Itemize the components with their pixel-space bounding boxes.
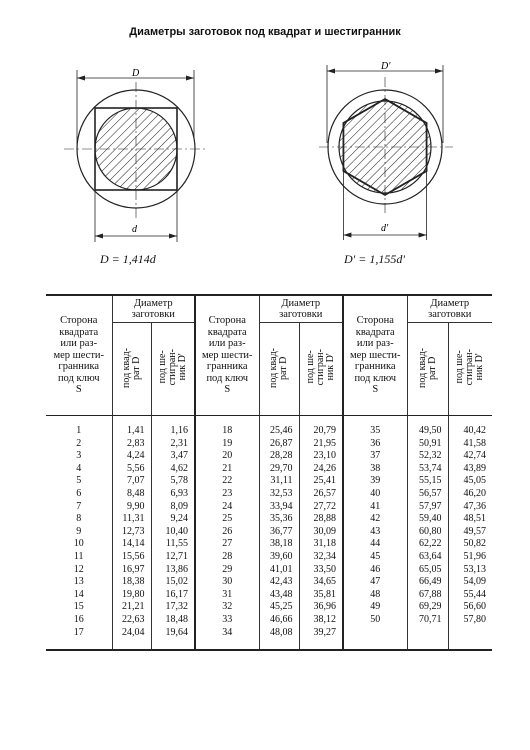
table-cell: 12 bbox=[73, 563, 84, 575]
column-s-3 bbox=[343, 416, 407, 651]
table-cell: 57,80 bbox=[463, 613, 486, 625]
table-cell: 19,80 bbox=[122, 588, 145, 600]
table-cell: 56,60 bbox=[463, 601, 486, 613]
table-cell: 31,18 bbox=[313, 538, 336, 550]
table-cell: 40,42 bbox=[463, 425, 486, 436]
table-cell: 35,81 bbox=[313, 588, 336, 600]
table-cell: 43,89 bbox=[463, 462, 486, 474]
table-cell: 13,86 bbox=[165, 563, 188, 575]
table-cell: 26,57 bbox=[313, 487, 336, 499]
table-cell: 5 bbox=[76, 475, 82, 487]
table-cell: 29 bbox=[222, 563, 233, 575]
table-cell: 1,16 bbox=[170, 425, 188, 436]
table-cell: 49 bbox=[370, 601, 381, 613]
table-cell: 27 bbox=[222, 538, 233, 550]
table-cell: 30,09 bbox=[313, 525, 336, 537]
table-cell: 15,02 bbox=[165, 576, 188, 588]
table-cell: 46,20 bbox=[463, 487, 486, 499]
table-cell: 28 bbox=[222, 550, 233, 562]
table-cell: 9,90 bbox=[127, 500, 145, 512]
table-cell: 29,70 bbox=[270, 462, 293, 474]
table-cell: 8,48 bbox=[127, 487, 145, 499]
column-s-1 bbox=[46, 416, 112, 651]
table-cell: 46,66 bbox=[270, 613, 293, 625]
table-cell: 50,82 bbox=[463, 538, 486, 550]
table-cell: 7 bbox=[76, 500, 82, 512]
table-cell: 1 bbox=[76, 425, 82, 436]
table-cell: 11,31 bbox=[122, 513, 145, 525]
table-cell: 60,80 bbox=[419, 525, 442, 537]
table-cell: 38 bbox=[370, 462, 381, 474]
column-square-3 bbox=[407, 416, 448, 651]
table-cell: 3 bbox=[76, 450, 82, 462]
table-cell: 35,36 bbox=[270, 513, 293, 525]
table-cell: 44 bbox=[370, 538, 381, 550]
table-cell: 4,24 bbox=[127, 450, 145, 462]
table-cell: 6,93 bbox=[170, 487, 188, 499]
table-cell: 27,72 bbox=[313, 500, 336, 512]
square-formula: D = 1,414d bbox=[100, 252, 156, 266]
table-cell: 25,46 bbox=[270, 425, 293, 436]
table-cell: 8,09 bbox=[170, 500, 188, 512]
table-cell: 38,12 bbox=[313, 613, 336, 625]
table-cell: 7,07 bbox=[127, 475, 145, 487]
table-cell: 32 bbox=[222, 601, 233, 613]
table-cell: 50 bbox=[370, 613, 381, 625]
square-bottom-label: d bbox=[132, 224, 137, 235]
table-cell: 56,57 bbox=[419, 487, 442, 499]
table-cell: 5,56 bbox=[127, 462, 145, 474]
table-cell: 13 bbox=[73, 576, 84, 588]
table-cell: 45,25 bbox=[270, 601, 293, 613]
table-cell: 43,48 bbox=[270, 588, 293, 600]
table-cell: 52,32 bbox=[419, 450, 442, 462]
table-cell: 12,73 bbox=[122, 525, 145, 537]
table-cell: 57,97 bbox=[419, 500, 442, 512]
table-cell: 69,29 bbox=[419, 601, 442, 613]
table-cell: 39,27 bbox=[313, 626, 336, 638]
table-cell: 17 bbox=[73, 626, 84, 638]
table-cell: 32,34 bbox=[313, 550, 336, 562]
table-cell: 12,71 bbox=[165, 550, 188, 562]
table-cell: 62,22 bbox=[419, 538, 442, 550]
table-cell: 36,77 bbox=[270, 525, 293, 537]
diameter-header-2: Диаметр заготовки bbox=[259, 295, 343, 323]
table-cell: 67,88 bbox=[419, 588, 442, 600]
table-cell: 33 bbox=[222, 613, 233, 625]
table-cell: 48,51 bbox=[463, 513, 486, 525]
hex-top-label: D' bbox=[381, 61, 391, 72]
table-cell: 37 bbox=[370, 450, 381, 462]
table-cell: 39 bbox=[370, 475, 381, 487]
table-cell: 10 bbox=[73, 538, 84, 550]
table-cell: 53,74 bbox=[419, 462, 442, 474]
table-cell: 47 bbox=[370, 576, 381, 588]
diameter-header-1: Диаметр заготовки bbox=[112, 295, 195, 323]
table-cell: 16 bbox=[73, 613, 84, 625]
table-cell: 31 bbox=[222, 588, 233, 600]
table-cell: 4 bbox=[76, 462, 82, 474]
table-cell: 59,40 bbox=[419, 513, 442, 525]
table-cell: 46 bbox=[370, 563, 381, 575]
table-cell: 26,87 bbox=[270, 437, 293, 449]
table-cell: 14,14 bbox=[122, 538, 145, 550]
table-cell: 15,56 bbox=[122, 550, 145, 562]
table-cell: 49,50 bbox=[419, 425, 442, 436]
table-cell: 2,83 bbox=[127, 437, 145, 449]
table-cell: 20 bbox=[222, 450, 233, 462]
column-hex-1 bbox=[151, 416, 195, 651]
table-cell: 5,78 bbox=[170, 475, 188, 487]
table-cell: 24,26 bbox=[313, 462, 336, 474]
table-cell: 28,88 bbox=[313, 513, 336, 525]
table-cell: 16,97 bbox=[122, 563, 145, 575]
square-blank-diagram bbox=[60, 60, 220, 250]
table-cell: 42,43 bbox=[270, 576, 293, 588]
table-cell: 36 bbox=[370, 437, 381, 449]
table-cell: 42 bbox=[370, 513, 381, 525]
table-cell: 39,60 bbox=[270, 550, 293, 562]
side-header-2: Сторона квадрата или раз- мер шести- гранника под ключ S bbox=[195, 295, 259, 416]
table-cell: 2 bbox=[76, 437, 82, 449]
sub-header-square-3: под квад- рат D bbox=[407, 323, 448, 416]
sub-header-square-1: под квад- рат D bbox=[112, 323, 151, 416]
table-cell: 21 bbox=[222, 462, 233, 474]
table-cell: 41,01 bbox=[270, 563, 293, 575]
table-cell: 50,91 bbox=[419, 437, 442, 449]
table-cell: 48 bbox=[370, 588, 381, 600]
table-cell: 63,64 bbox=[419, 550, 442, 562]
table-cell: 51,96 bbox=[463, 550, 486, 562]
table-cell: 17,32 bbox=[165, 601, 188, 613]
table-cell: 11 bbox=[73, 550, 84, 562]
table-cell: 33,50 bbox=[313, 563, 336, 575]
sub-header-hex-1: под ше- стигран- ник D' bbox=[151, 323, 195, 416]
table-cell: 4,62 bbox=[170, 462, 188, 474]
table-cell: 26 bbox=[222, 525, 233, 537]
square-top-label: D bbox=[132, 68, 140, 79]
table-cell: 23 bbox=[222, 487, 233, 499]
column-square-1 bbox=[112, 416, 151, 651]
table-cell: 55,15 bbox=[419, 475, 442, 487]
table-cell: 34,65 bbox=[313, 576, 336, 588]
table-cell: 35 bbox=[370, 425, 381, 436]
table-cell: 48,08 bbox=[270, 626, 293, 638]
table-cell: 10,40 bbox=[165, 525, 188, 537]
table-cell: 53,13 bbox=[463, 563, 486, 575]
hex-bottom-label: d' bbox=[381, 223, 389, 234]
table-cell: 8 bbox=[76, 513, 82, 525]
table-cell: 40 bbox=[370, 487, 381, 499]
hexagon-formula: D' = 1,155d' bbox=[344, 252, 405, 266]
table-cell: 43 bbox=[370, 525, 381, 537]
table-cell: 45,05 bbox=[463, 475, 486, 487]
table-cell: 25,41 bbox=[313, 475, 336, 487]
table-cell: 55,44 bbox=[463, 588, 486, 600]
table-cell: 28,28 bbox=[270, 450, 293, 462]
table-cell: 24 bbox=[222, 500, 233, 512]
column-hex-2 bbox=[299, 416, 343, 651]
table-cell: 42,74 bbox=[463, 450, 486, 462]
table-cell: 6 bbox=[76, 487, 82, 499]
side-header-1: Сторона квадрата или раз- мер шести- гранника под ключ S bbox=[46, 295, 112, 416]
side-header-3: Сторона квадрата или раз- мер шести- гранника под ключ S bbox=[343, 295, 407, 416]
table-cell: 18,38 bbox=[122, 576, 145, 588]
table-cell: 19 bbox=[222, 437, 233, 449]
table-cell: 70,71 bbox=[419, 613, 442, 625]
table-cell: 66,49 bbox=[419, 576, 442, 588]
table-cell: 41,58 bbox=[463, 437, 486, 449]
table-cell: 11,55 bbox=[165, 538, 188, 550]
table-cell: 21,95 bbox=[313, 437, 336, 449]
table-cell: 19,64 bbox=[165, 626, 188, 638]
table-cell: 22 bbox=[222, 475, 233, 487]
table-cell: 16,17 bbox=[165, 588, 188, 600]
table-cell: 30 bbox=[222, 576, 233, 588]
page-title: Диаметры заготовок под квадрат и шестигранник bbox=[129, 26, 401, 38]
table-cell: 41 bbox=[370, 500, 381, 512]
column-square-2 bbox=[259, 416, 299, 651]
table-cell: 49,57 bbox=[463, 525, 486, 537]
column-hex-3 bbox=[448, 416, 492, 651]
table-cell: 2,31 bbox=[170, 437, 188, 449]
table-cell: 1,41 bbox=[127, 425, 145, 436]
table-cell: 54,09 bbox=[463, 576, 486, 588]
diameter-header-3: Диаметр заготовки bbox=[407, 295, 492, 323]
table-cell: 18 bbox=[222, 425, 233, 436]
table-cell: 25 bbox=[222, 513, 233, 525]
sub-header-hex-3: под ше- стигран- ник D' bbox=[448, 323, 492, 416]
table-cell: 20,79 bbox=[313, 425, 336, 436]
table-cell: 18,48 bbox=[165, 613, 188, 625]
table-cell: 65,05 bbox=[419, 563, 442, 575]
table-cell: 34 bbox=[222, 626, 233, 638]
table-cell: 15 bbox=[73, 601, 84, 613]
table-cell: 38,18 bbox=[270, 538, 293, 550]
column-s-2 bbox=[195, 416, 259, 651]
table-cell: 36,96 bbox=[313, 601, 336, 613]
table-cell: 3,47 bbox=[170, 450, 188, 462]
table-cell: 32,53 bbox=[270, 487, 293, 499]
table-cell: 21,21 bbox=[122, 601, 145, 613]
table-cell: 14 bbox=[73, 588, 84, 600]
table-cell: 47,36 bbox=[463, 500, 486, 512]
sub-header-hex-2: под ше- стигран- ник D' bbox=[299, 323, 343, 416]
table-cell: 33,94 bbox=[270, 500, 293, 512]
table-cell: 31,11 bbox=[270, 475, 293, 487]
table-cell: 45 bbox=[370, 550, 381, 562]
hexagon-blank-diagram bbox=[315, 55, 455, 250]
table-cell: 9,24 bbox=[170, 513, 188, 525]
table-cell: 23,10 bbox=[313, 450, 336, 462]
sub-header-square-2: под квад- рат D bbox=[259, 323, 299, 416]
table-cell: 22,63 bbox=[122, 613, 145, 625]
table-cell: 24,04 bbox=[122, 626, 145, 638]
blank-diameter-table bbox=[46, 294, 492, 651]
table-cell: 9 bbox=[76, 525, 82, 537]
